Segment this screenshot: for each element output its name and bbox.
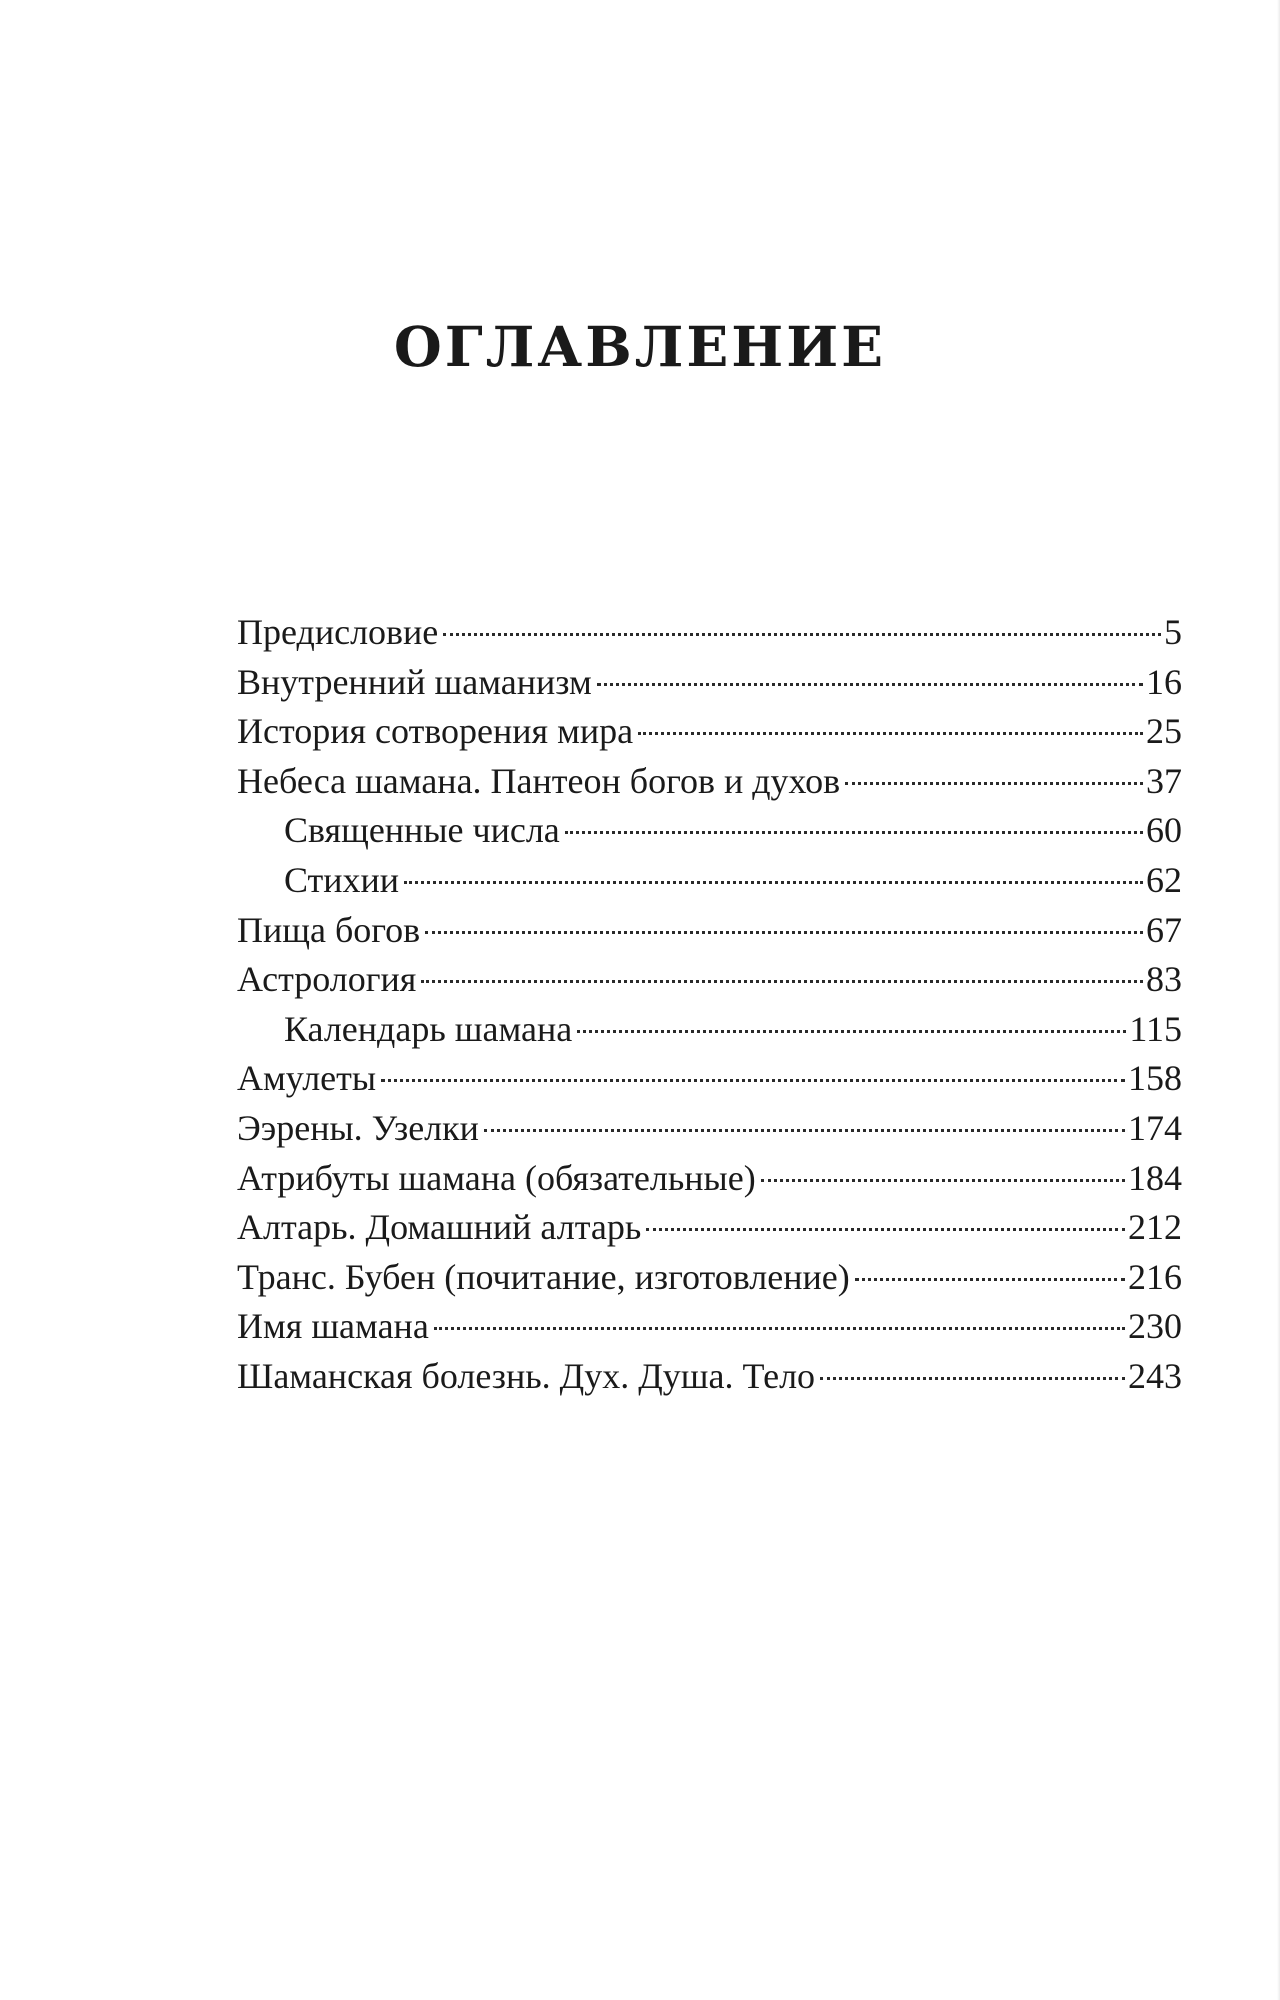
toc-subentry xyxy=(237,1005,1182,1055)
toc-entry-page-number: 25 xyxy=(1146,711,1182,752)
toc-entry xyxy=(237,1302,1182,1352)
toc-entry-title: Священные числа xyxy=(284,810,560,851)
toc-entry-title: Имя шамана xyxy=(237,1306,429,1347)
toc-entry xyxy=(237,757,1182,807)
toc-entry xyxy=(237,608,1182,658)
toc-entry-page-number: 62 xyxy=(1146,859,1182,900)
toc-entry-title: Небеса шамана. Пантеон богов и духов xyxy=(237,760,841,801)
toc-entry-title: Ээрены. Узелки xyxy=(237,1107,479,1148)
toc-entry-title: Календарь шамана xyxy=(284,1008,573,1049)
dot-leader xyxy=(421,980,1143,983)
toc-entry-page-number: 243 xyxy=(1128,1355,1182,1396)
toc-entry-page-number: 60 xyxy=(1146,810,1182,851)
toc-entry-page-number: 174 xyxy=(1128,1107,1182,1148)
toc-subentry xyxy=(237,856,1182,906)
toc-entry-page-number: 16 xyxy=(1146,661,1182,702)
toc-entry-title: История сотворения мира xyxy=(237,711,634,752)
toc-entry xyxy=(237,906,1182,956)
dot-leader xyxy=(484,1129,1125,1132)
toc-entry-page-number: 230 xyxy=(1128,1306,1182,1347)
toc-entry-page-number: 5 xyxy=(1164,612,1182,652)
dot-leader xyxy=(434,1327,1125,1330)
toc-entry xyxy=(237,1154,1182,1204)
toc-entry-title: Амулеты xyxy=(237,1058,377,1099)
toc-entry xyxy=(237,1054,1182,1104)
toc-entry xyxy=(237,1352,1182,1402)
toc-entry-page-number: 184 xyxy=(1128,1157,1182,1198)
toc-entry-page-number: 158 xyxy=(1128,1058,1182,1099)
dot-leader xyxy=(845,782,1143,785)
dot-leader xyxy=(404,881,1143,884)
toc-entry-page-number: 216 xyxy=(1128,1256,1182,1297)
toc-entry xyxy=(237,1253,1182,1303)
toc-entry xyxy=(237,658,1182,708)
toc-entry xyxy=(237,1203,1182,1253)
dot-leader xyxy=(565,831,1143,834)
toc-entry xyxy=(237,955,1182,1005)
toc-entry-title: Внутренний шаманизм xyxy=(237,661,592,702)
toc-entry xyxy=(237,707,1182,757)
toc-entry-title: Шаманская болезнь. Дух. Душа. Тело xyxy=(237,1355,816,1396)
dot-leader xyxy=(646,1228,1125,1231)
toc-entry xyxy=(237,1104,1182,1154)
dot-leader xyxy=(443,633,1161,636)
dot-leader xyxy=(638,732,1143,735)
dot-leader xyxy=(381,1079,1125,1082)
toc-entry-title: Алтарь. Домашний алтарь xyxy=(237,1207,642,1248)
toc-entry-page-number: 67 xyxy=(1146,909,1182,950)
dot-leader xyxy=(425,931,1143,934)
toc-entry-page-number: 115 xyxy=(1129,1008,1182,1049)
toc-list xyxy=(237,608,1182,1402)
toc-entry-title: Предисловие xyxy=(237,612,439,652)
dot-leader xyxy=(820,1377,1125,1380)
toc-subentry xyxy=(237,806,1182,856)
toc-entry-title: Астрология xyxy=(237,959,417,1000)
toc-entry-title: Пища богов xyxy=(237,909,421,950)
dot-leader xyxy=(597,683,1143,686)
dot-leader xyxy=(761,1179,1125,1182)
toc-entry-page-number: 212 xyxy=(1128,1207,1182,1248)
toc-entry-page-number: 37 xyxy=(1146,760,1182,801)
dot-leader xyxy=(577,1030,1126,1033)
toc-heading: ОГЛАВЛЕНИЕ xyxy=(393,313,887,379)
dot-leader xyxy=(855,1278,1125,1281)
toc-entry-title: Транс. Бубен (почитание, изготовление) xyxy=(237,1256,850,1297)
toc-entry-title: Атрибуты шамана (обязательные) xyxy=(237,1157,756,1198)
toc-entry-page-number: 83 xyxy=(1146,959,1182,1000)
toc-entry-title: Стихии xyxy=(284,859,400,900)
